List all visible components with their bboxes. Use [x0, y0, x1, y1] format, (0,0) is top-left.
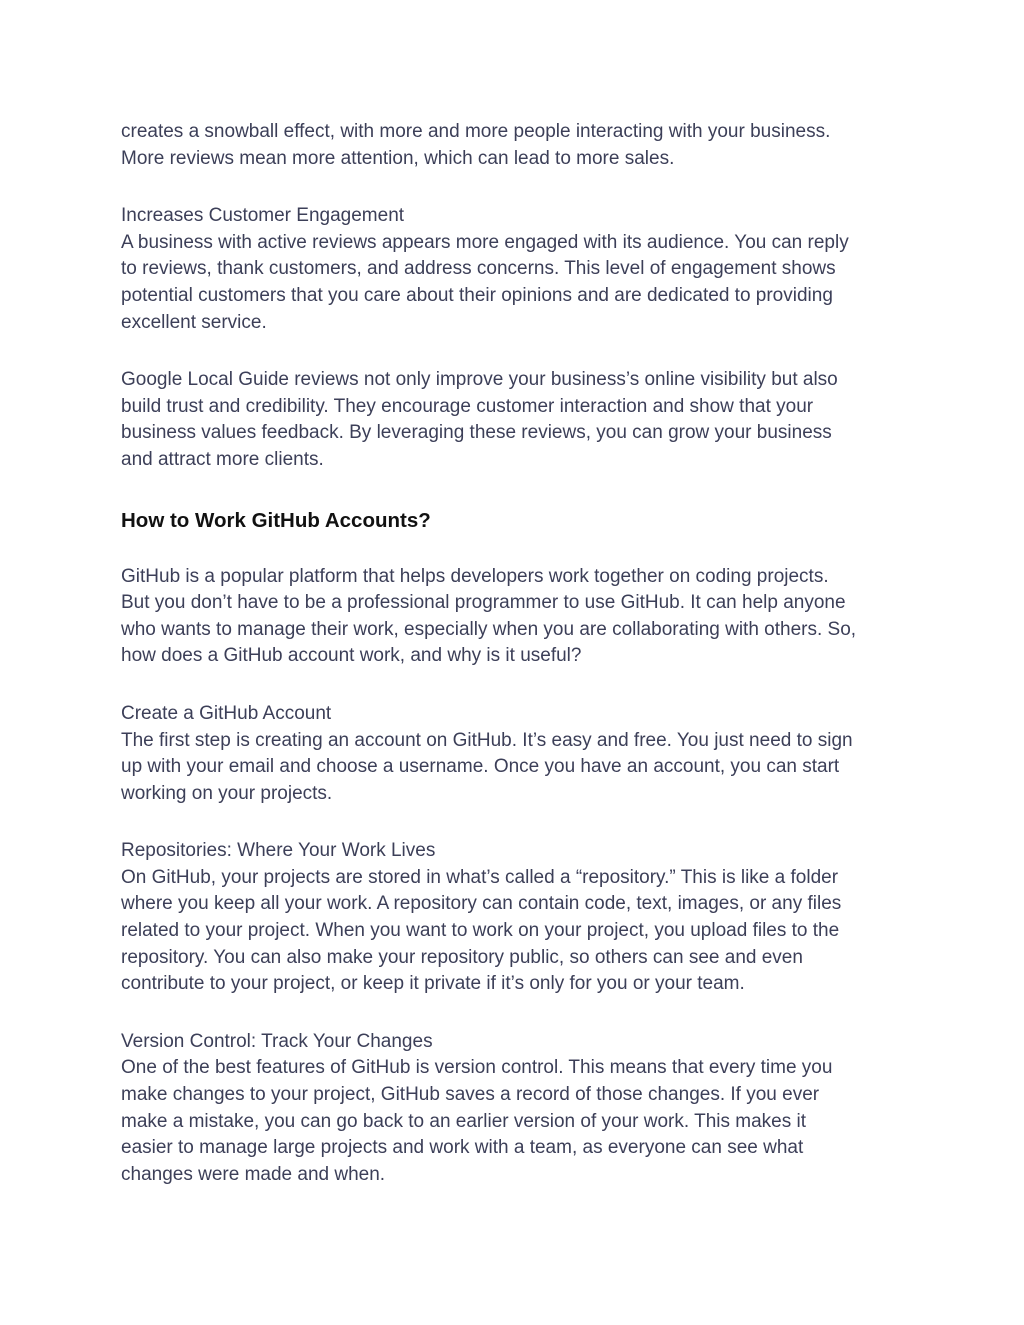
- text-line: One of the best features of GitHub is version control. This means that every time you: [121, 1057, 833, 1079]
- text-line: build trust and credibility. They encourage customer interaction and show that your: [121, 395, 814, 417]
- text-line: business values feedback. By leveraging these reviews, you can grow your business: [121, 422, 832, 444]
- text-line: related to your project. When you want to work on your project, you upload files to the: [121, 920, 840, 942]
- text-line: how does a GitHub account work, and why is it useful?: [121, 645, 582, 667]
- text-line: make changes to your project, GitHub saves a record of those changes. If you ever: [121, 1084, 820, 1106]
- text-line: creates a snowball effect, with more and more people interacting with your business.: [121, 121, 831, 142]
- subheading: Version Control: Track Your Changes: [121, 1030, 433, 1052]
- subheading: Repositories: Where Your Work Lives: [121, 840, 436, 862]
- text-line: The first step is creating an account on GitHub. It’s easy and free. You just need to sign: [121, 729, 853, 751]
- text-line: A business with active reviews appears more engaged with its audience. You can reply: [121, 231, 849, 253]
- text-line: who wants to manage their work, especially when you are collaborating with others. So,: [121, 618, 857, 640]
- text-line: to reviews, thank customers, and address concerns. This level of engagement shows: [121, 258, 836, 280]
- summary-paragraph: [121, 367, 911, 473]
- text-line: GitHub is a popular platform that helps developers work together on coding projects.: [121, 565, 829, 587]
- text-line: repository. You can also make your repository public, so others can see and even: [121, 946, 803, 968]
- text-line: Google Local Guide reviews not only improve your business’s online visibility but also: [121, 369, 838, 391]
- section-title: How to Work GitHub Accounts?: [121, 508, 431, 532]
- github-intro-paragraph: [121, 564, 911, 670]
- version-control-section: [121, 1029, 911, 1189]
- text-line: But you don’t have to be a professional programmer to use GitHub. It can help anyone: [121, 592, 846, 614]
- subheading: Create a GitHub Account: [121, 702, 332, 724]
- repositories-section: [121, 838, 911, 998]
- text-line: contribute to your project, or keep it private if it’s only for you or your team.: [121, 973, 745, 995]
- text-line: up with your email and choose a username. Once you have an account, you can start: [121, 756, 840, 778]
- text-line: More reviews mean more attention, which can lead to more sales.: [121, 147, 675, 169]
- text-line: potential customers that you care about their opinions and are dedicated to providing: [121, 284, 833, 306]
- text-line: make a mistake, you can go back to an earlier version of your work. This makes it: [121, 1110, 807, 1132]
- text-line: working on your projects.: [121, 782, 333, 804]
- text-line: and attract more clients.: [121, 448, 324, 470]
- create-account-section: [121, 701, 911, 807]
- subheading: Increases Customer Engagement: [121, 205, 405, 227]
- engagement-section: [121, 203, 911, 336]
- text-line: excellent service.: [121, 311, 267, 333]
- text-line: where you keep all your work. A repository can contain code, text, images, or any files: [121, 893, 842, 915]
- text-line: changes were made and when.: [121, 1163, 386, 1185]
- intro-paragraph: [121, 119, 911, 172]
- text-line: easier to manage large projects and work with a team, as everyone can see what: [121, 1137, 804, 1159]
- text-line: On GitHub, your projects are stored in what’s called a “repository.” This is like a folder: [121, 866, 839, 888]
- document-page: [121, 119, 911, 1219]
